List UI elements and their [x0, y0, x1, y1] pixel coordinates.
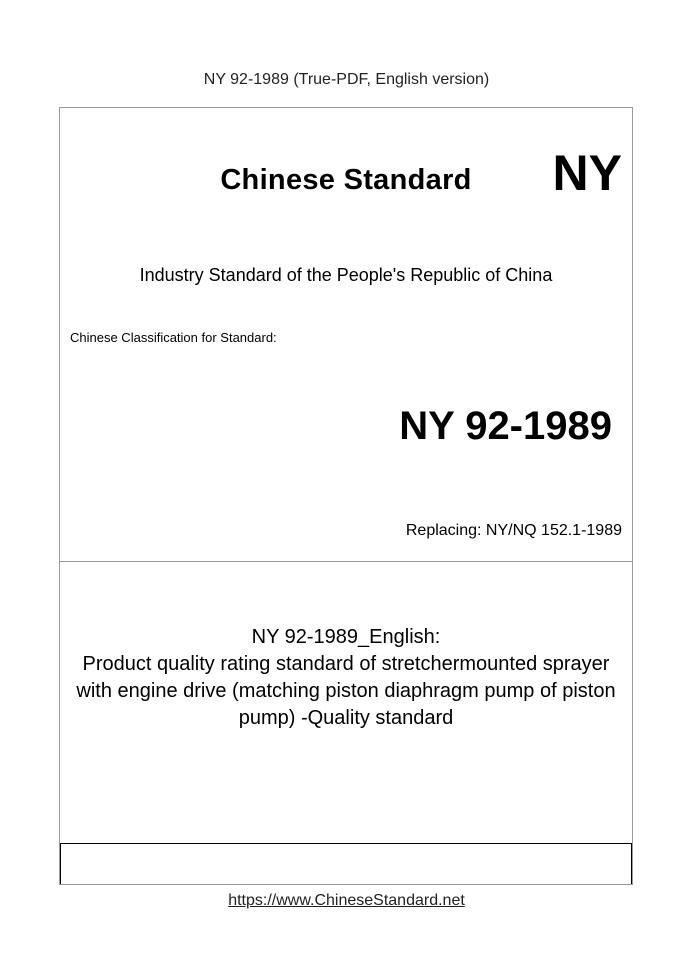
classification-label: Chinese Classification for Standard:: [70, 330, 277, 345]
cover-box: [59, 107, 633, 885]
cover-title: Chinese Standard: [220, 164, 472, 196]
cover-bottom-section: [60, 843, 632, 884]
website-link[interactable]: https://www.ChineseStandard.net: [228, 892, 465, 909]
document-title-line: pump) -Quality standard: [238, 707, 454, 729]
cover-middle-section: [60, 562, 632, 843]
standard-number: NY 92-1989: [399, 404, 612, 448]
cover-code: NY: [552, 145, 622, 201]
document-title-line: NY 92-1989_English:: [251, 626, 441, 648]
cover-top-section: [60, 108, 632, 562]
document-title: [60, 624, 632, 732]
page-header-caption: NY 92-1989 (True-PDF, English version): [203, 71, 490, 88]
replacing-label: Replacing: NY/NQ 152.1-1989: [405, 522, 622, 539]
industry-standard-label: Industry Standard of the People's Republic of China: [139, 265, 553, 285]
document-title-line: with engine drive (matching piston diaphragm pump of piston: [76, 680, 616, 702]
document-title-line: Product quality rating standard of stretchermounted sprayer: [82, 653, 610, 675]
footer: [0, 892, 693, 910]
